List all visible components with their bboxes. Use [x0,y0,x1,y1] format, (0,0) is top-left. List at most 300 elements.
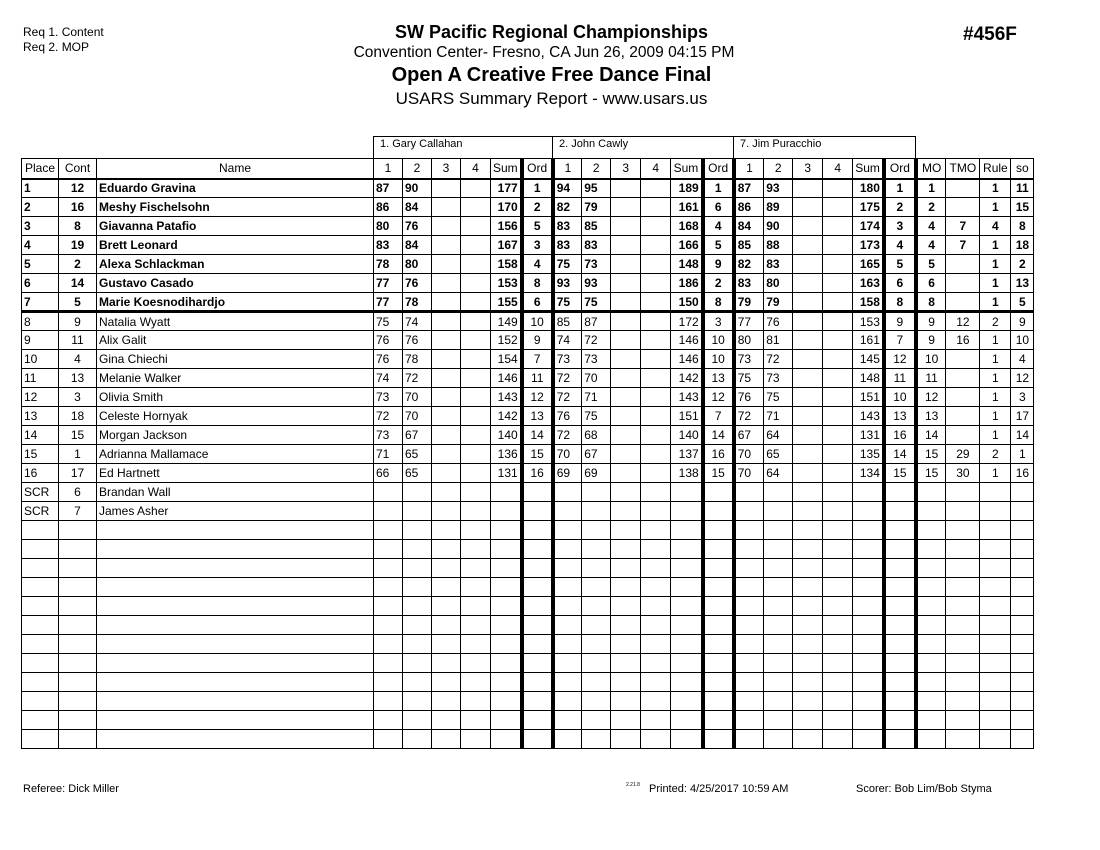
judge-1-score-4 [461,236,491,255]
empty-cell [432,521,461,540]
empty-cell [97,673,374,692]
empty-cell [432,673,461,692]
judge-1-score-4 [461,369,491,388]
judge-3-score-3 [793,407,823,426]
judge-1-score-3 [432,464,461,483]
judge-3-score-3 [793,350,823,369]
table-row [22,445,1034,464]
judge-3-score-1: 86 [734,198,764,217]
empty-cell [734,730,764,749]
empty-cell [403,559,432,578]
tmo-cell [946,350,980,369]
empty-cell [97,540,374,559]
empty-cell [946,578,980,597]
empty-cell [97,711,374,730]
empty-cell [793,578,823,597]
empty-cell [491,616,522,635]
empty-cell [461,692,491,711]
judge-2-score-2 [582,502,611,521]
empty-cell [946,597,980,616]
empty-cell [461,635,491,654]
judge-3-score-2: 89 [764,198,793,217]
judge-1-score-2 [403,502,432,521]
judge-3-score-1: 83 [734,274,764,293]
empty-cell [461,730,491,749]
empty-cell [374,654,403,673]
judge-2-score-1: 83 [553,217,582,236]
empty-cell [916,597,946,616]
tmo-cell: 7 [946,236,980,255]
judge-2-score-2: 69 [582,464,611,483]
empty-cell [611,578,641,597]
empty-cell [22,673,59,692]
so-cell: 14 [1011,426,1034,445]
empty-cell [823,635,853,654]
name-cell: Meshy Fischelsohn [97,198,374,217]
empty-row [22,635,1034,654]
judge-3-sum: 161 [853,331,884,350]
judge-1-sum [491,502,522,521]
place-cell: 15 [22,445,59,464]
judge-2-score-4 [641,255,671,274]
judge-2-sum: 166 [671,236,703,255]
empty-cell [461,711,491,730]
judge-1-sum: 140 [491,426,522,445]
judge-3-score-4 [823,369,853,388]
place-cell: 16 [22,464,59,483]
empty-cell [611,711,641,730]
judge-3-score-4 [823,293,853,312]
empty-cell [884,616,916,635]
empty-cell [553,654,582,673]
judge-2-score-4 [641,407,671,426]
judge-3-score-3 [793,312,823,331]
so-cell [1011,502,1034,521]
empty-cell [671,540,703,559]
empty-cell [97,616,374,635]
place-cell: 10 [22,350,59,369]
judge-1-ordinal: 12 [522,388,553,407]
judge-3-score-1: 77 [734,312,764,331]
name-cell: Giavanna Patafio [97,217,374,236]
empty-cell [1011,559,1034,578]
empty-cell [97,597,374,616]
empty-cell [461,559,491,578]
empty-cell [432,654,461,673]
judge-3-score-4 [823,407,853,426]
empty-cell [980,616,1011,635]
empty-cell [641,654,671,673]
judge-3-ordinal: 6 [884,274,916,293]
judge-3-ordinal [884,502,916,521]
empty-cell [764,654,793,673]
empty-row [22,711,1034,730]
col-j3-sum: Sum [853,159,884,179]
empty-row [22,597,1034,616]
judge-1-score-1: 87 [374,179,403,198]
empty-cell [884,673,916,692]
empty-cell [522,654,553,673]
software-version: 2.21.8 [626,782,640,788]
col-j2-score2: 2 [582,159,611,179]
judge-1-sum: 146 [491,369,522,388]
judge-3-ordinal: 13 [884,407,916,426]
empty-cell [916,654,946,673]
judge-2-score-1: 75 [553,255,582,274]
judge-2-score-4 [641,293,671,312]
empty-cell [522,711,553,730]
empty-cell [703,711,734,730]
empty-cell [1011,540,1034,559]
judge-1-ordinal: 6 [522,293,553,312]
judge-1-sum: 142 [491,407,522,426]
judge-3-sum: 145 [853,350,884,369]
empty-cell [671,711,703,730]
judge-2-score-4 [641,198,671,217]
place-cell: SCR [22,483,59,502]
judge-2-ordinal: 6 [703,198,734,217]
judge-1-score-2: 70 [403,388,432,407]
judge-2-score-3 [611,483,641,502]
empty-cell [491,521,522,540]
judge-2-score-2 [582,483,611,502]
empty-cell [980,654,1011,673]
name-cell: Melanie Walker [97,369,374,388]
empty-cell [1011,521,1034,540]
empty-cell [432,730,461,749]
judge-1-score-2 [403,483,432,502]
empty-cell [1011,616,1034,635]
empty-cell [916,559,946,578]
empty-cell [671,559,703,578]
empty-cell [823,711,853,730]
table-row [22,236,1034,255]
judge-3-score-2: 79 [764,293,793,312]
judge-1-score-2: 80 [403,255,432,274]
rule-cell: 1 [980,236,1011,255]
col-rule: Rule [980,159,1011,179]
name-cell: Marie Koesnodihardjo [97,293,374,312]
empty-cell [946,692,980,711]
empty-cell [22,559,59,578]
empty-cell [884,578,916,597]
judge-3-score-2: 75 [764,388,793,407]
judge-1-sum: 143 [491,388,522,407]
judge-3-ordinal: 11 [884,369,916,388]
judge-1-score-2: 72 [403,369,432,388]
judge-2-score-1: 72 [553,369,582,388]
empty-cell [491,578,522,597]
empty-cell [853,616,884,635]
judge-1-ordinal [522,502,553,521]
empty-cell [980,692,1011,711]
empty-cell [884,654,916,673]
empty-cell [916,635,946,654]
empty-cell [793,616,823,635]
empty-cell [946,673,980,692]
judge-1-score-4 [461,179,491,198]
judge-2-sum: 143 [671,388,703,407]
empty-cell [22,635,59,654]
name-cell: Adrianna Mallamace [97,445,374,464]
judge-1-score-1: 86 [374,198,403,217]
col-j1-score1: 1 [374,159,403,179]
judge-1-score-3 [432,502,461,521]
empty-cell [461,578,491,597]
empty-cell [432,692,461,711]
judge-1-score-3 [432,388,461,407]
cont-cell: 8 [59,217,97,236]
empty-cell [641,730,671,749]
empty-cell [853,578,884,597]
so-cell [1011,483,1034,502]
judge-2-header: 2. John Cawly [552,136,734,158]
judge-1-score-1: 72 [374,407,403,426]
judge-2-score-4 [641,350,671,369]
judge-2-sum: 172 [671,312,703,331]
empty-cell [491,711,522,730]
tmo-cell [946,255,980,274]
empty-cell [611,692,641,711]
mo-cell: 13 [916,407,946,426]
empty-cell [491,654,522,673]
mo-cell: 12 [916,388,946,407]
judge-2-score-1: 82 [553,198,582,217]
empty-cell [22,711,59,730]
judge-1-sum: 177 [491,179,522,198]
judge-3-score-3 [793,464,823,483]
empty-cell [403,616,432,635]
empty-cell [916,730,946,749]
judge-2-score-3 [611,331,641,350]
judge-2-sum: 189 [671,179,703,198]
empty-cell [764,711,793,730]
name-cell: Natalia Wyatt [97,312,374,331]
empty-cell [980,635,1011,654]
table-row [22,274,1034,293]
empty-cell [946,654,980,673]
so-cell: 1 [1011,445,1034,464]
empty-cell [980,597,1011,616]
mo-cell: 8 [916,293,946,312]
results-table [21,158,1034,749]
tmo-cell: 12 [946,312,980,331]
empty-cell [916,616,946,635]
col-so: so [1011,159,1034,179]
mo-cell: 6 [916,274,946,293]
rule-cell: 1 [980,179,1011,198]
table-row [22,312,1034,331]
judge-3-score-1: 75 [734,369,764,388]
empty-cell [461,597,491,616]
empty-row [22,654,1034,673]
judge-2-score-4 [641,274,671,293]
judge-3-ordinal: 7 [884,331,916,350]
judge-1-ordinal: 15 [522,445,553,464]
judge-3-score-3 [793,293,823,312]
judge-2-score-1: 73 [553,350,582,369]
table-row [22,255,1034,274]
judge-3-ordinal: 4 [884,236,916,255]
judge-1-score-3 [432,293,461,312]
judge-2-score-4 [641,502,671,521]
column-header-row [22,159,1034,179]
requirement-1: Req 1. Content [23,25,104,39]
empty-cell [403,673,432,692]
judge-1-ordinal: 1 [522,179,553,198]
judge-3-score-2 [764,502,793,521]
empty-cell [491,559,522,578]
referee: Referee: Dick Miller [23,783,119,795]
empty-cell [980,559,1011,578]
judge-3-sum: 134 [853,464,884,483]
judge-2-ordinal: 15 [703,464,734,483]
empty-cell [1011,654,1034,673]
empty-cell [764,578,793,597]
judge-3-score-3 [793,236,823,255]
judge-1-ordinal: 16 [522,464,553,483]
judge-2-score-4 [641,217,671,236]
mo-cell: 1 [916,179,946,198]
empty-cell [853,673,884,692]
judge-2-sum: 138 [671,464,703,483]
empty-cell [59,635,97,654]
mo-cell: 14 [916,426,946,445]
place-cell: 4 [22,236,59,255]
judge-1-score-4 [461,464,491,483]
empty-cell [553,521,582,540]
empty-cell [374,540,403,559]
cont-cell: 12 [59,179,97,198]
judge-2-score-2: 70 [582,369,611,388]
judge-2-score-1: 94 [553,179,582,198]
judge-1-ordinal: 5 [522,217,553,236]
empty-cell [461,673,491,692]
cont-cell: 4 [59,350,97,369]
empty-cell [671,635,703,654]
judge-3-score-4 [823,312,853,331]
col-j2-ord: Ord [703,159,734,179]
judge-3-score-4 [823,217,853,236]
judge-2-score-1: 93 [553,274,582,293]
empty-cell [703,521,734,540]
empty-cell [734,616,764,635]
judge-1-sum: 149 [491,312,522,331]
rule-cell: 1 [980,255,1011,274]
empty-cell [703,597,734,616]
judge-1-score-4 [461,331,491,350]
judge-1-ordinal: 4 [522,255,553,274]
judge-2-sum: 148 [671,255,703,274]
name-cell: Eduardo Gravina [97,179,374,198]
judge-3-score-2 [764,483,793,502]
mo-cell: 5 [916,255,946,274]
empty-row [22,540,1034,559]
judge-1-score-1: 71 [374,445,403,464]
judge-3-sum: 151 [853,388,884,407]
judge-2-score-3 [611,388,641,407]
name-cell: Brett Leonard [97,236,374,255]
empty-cell [22,692,59,711]
judge-1-score-3 [432,236,461,255]
judge-2-sum: 146 [671,350,703,369]
judge-1-score-4 [461,217,491,236]
judge-2-ordinal: 16 [703,445,734,464]
place-cell: 5 [22,255,59,274]
empty-cell [22,730,59,749]
cont-cell: 3 [59,388,97,407]
judge-3-score-3 [793,217,823,236]
judge-2-ordinal: 13 [703,369,734,388]
col-mo: MO [916,159,946,179]
place-cell: 12 [22,388,59,407]
judge-2-score-3 [611,179,641,198]
judge-1-score-4 [461,198,491,217]
name-cell: Alexa Schlackman [97,255,374,274]
judge-2-score-3 [611,198,641,217]
empty-cell [793,597,823,616]
empty-row [22,673,1034,692]
empty-cell [432,635,461,654]
judge-2-score-2: 93 [582,274,611,293]
judge-3-score-1: 80 [734,331,764,350]
judge-1-score-1: 75 [374,312,403,331]
judge-1-ordinal: 10 [522,312,553,331]
empty-cell [734,673,764,692]
rule-cell: 1 [980,426,1011,445]
judge-2-sum: 140 [671,426,703,445]
cont-cell: 16 [59,198,97,217]
place-cell: 14 [22,426,59,445]
judge-2-score-2: 72 [582,331,611,350]
empty-cell [671,730,703,749]
so-cell: 9 [1011,312,1034,331]
empty-cell [522,692,553,711]
cont-cell: 9 [59,312,97,331]
rule-cell: 1 [980,407,1011,426]
empty-cell [432,616,461,635]
judge-1-score-3 [432,179,461,198]
judge-2-sum [671,483,703,502]
place-cell: SCR [22,502,59,521]
mo-cell: 15 [916,445,946,464]
judge-2-ordinal [703,483,734,502]
judge-2-ordinal: 1 [703,179,734,198]
judge-1-ordinal: 2 [522,198,553,217]
empty-cell [611,635,641,654]
judge-2-ordinal: 5 [703,236,734,255]
tmo-cell [946,293,980,312]
empty-cell [553,540,582,559]
results-body [22,179,1034,749]
judge-3-score-1: 72 [734,407,764,426]
empty-cell [59,559,97,578]
empty-cell [97,730,374,749]
empty-cell [916,711,946,730]
table-row [22,407,1034,426]
judge-3-score-4 [823,445,853,464]
empty-cell [641,597,671,616]
judge-3-score-4 [823,426,853,445]
judge-2-score-4 [641,445,671,464]
judge-2-score-3 [611,464,641,483]
col-j1-sum: Sum [491,159,522,179]
judge-2-score-1: 72 [553,388,582,407]
empty-cell [734,559,764,578]
so-cell: 11 [1011,179,1034,198]
empty-cell [641,711,671,730]
judge-3-sum: 180 [853,179,884,198]
